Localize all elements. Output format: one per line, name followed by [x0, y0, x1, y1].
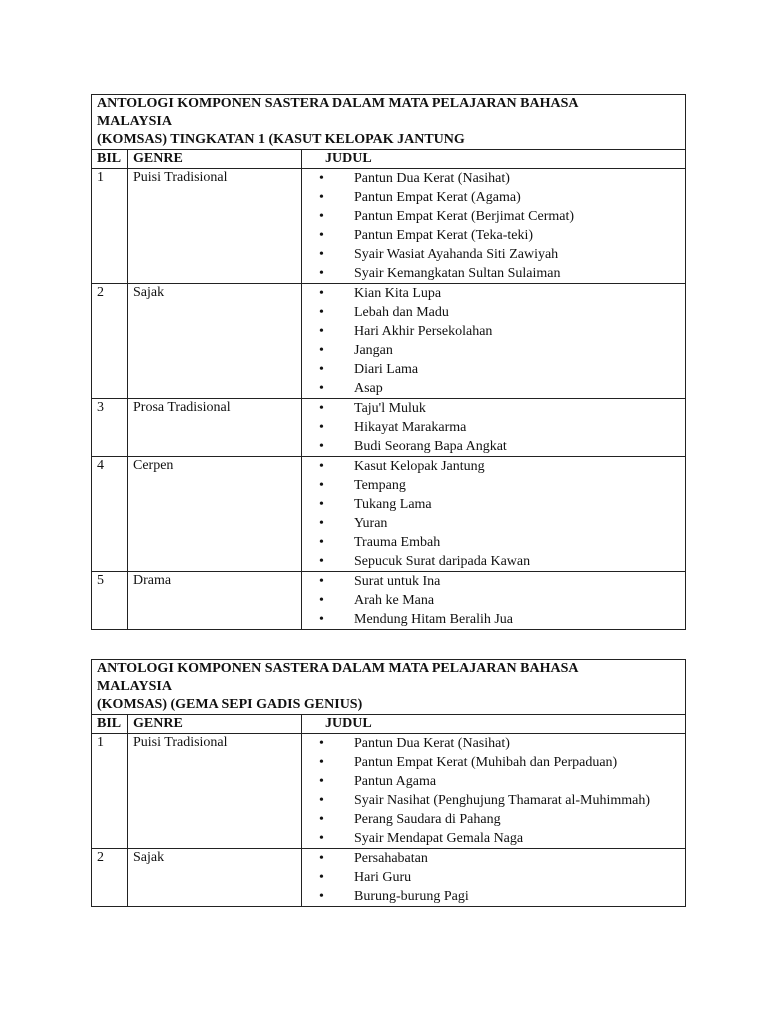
judul-text: Tempang	[354, 478, 406, 493]
judul-item	[307, 379, 680, 398]
bullet-icon: •	[319, 870, 324, 885]
judul-item	[307, 245, 680, 264]
judul-text: Kasut Kelopak Jantung	[354, 459, 485, 474]
judul-cell	[302, 849, 686, 907]
judul-item	[307, 264, 680, 283]
judul-text: Jangan	[354, 343, 393, 358]
judul-item	[307, 868, 680, 887]
judul-item	[307, 552, 680, 571]
genre-cell: Cerpen	[128, 457, 302, 572]
bullet-icon: •	[319, 574, 324, 589]
header-genre: GENRE	[128, 715, 302, 734]
judul-text: Pantun Dua Kerat (Nasihat)	[354, 736, 510, 751]
bullet-icon: •	[319, 736, 324, 751]
judul-list	[307, 849, 680, 906]
judul-item	[307, 322, 680, 341]
judul-item	[307, 829, 680, 848]
bil-cell: 1	[92, 734, 128, 849]
title-line: (KOMSAS) TINGKATAN 1 (KASUT KELOPAK JANTUNG	[97, 132, 465, 147]
komsas-table-tingkatan-1	[91, 94, 686, 630]
bullet-icon: •	[319, 851, 324, 866]
bullet-icon: •	[319, 324, 324, 339]
judul-item	[307, 791, 680, 810]
judul-item	[307, 284, 680, 303]
table-row	[92, 734, 686, 849]
bullet-icon: •	[319, 439, 324, 454]
column-header-row	[92, 715, 686, 734]
judul-text: Pantun Empat Kerat (Muhibah dan Perpaduan)	[354, 755, 618, 770]
judul-text: Pantun Empat Kerat (Berjimat Cermat)	[354, 209, 575, 224]
bullet-icon: •	[319, 478, 324, 493]
bullet-icon: •	[319, 535, 324, 550]
judul-item	[307, 360, 680, 379]
judul-cell	[302, 169, 686, 284]
bullet-icon: •	[319, 171, 324, 186]
table-row	[92, 849, 686, 907]
judul-text: Trauma Embah	[354, 535, 441, 550]
judul-text: Burung-burung Pagi	[354, 889, 469, 904]
judul-text: Syair Wasiat Ayahanda Siti Zawiyah	[354, 247, 559, 262]
bullet-icon: •	[319, 774, 324, 789]
judul-text: Tukang Lama	[354, 497, 432, 512]
judul-cell	[302, 457, 686, 572]
table-row	[92, 572, 686, 630]
bil-cell: 4	[92, 457, 128, 572]
title-line: MALAYSIA	[97, 679, 172, 694]
title-line: ANTOLOGI KOMPONEN SASTERA DALAM MATA PELAJARAN BAHASA	[97, 661, 579, 676]
judul-text: Persahabatan	[354, 851, 428, 866]
bullet-icon: •	[319, 190, 324, 205]
title-line: ANTOLOGI KOMPONEN SASTERA DALAM MATA PELAJARAN BAHASA	[97, 96, 579, 111]
table-title	[92, 660, 686, 715]
judul-item	[307, 207, 680, 226]
judul-text: Pantun Empat Kerat (Teka-teki)	[354, 228, 534, 243]
bullet-icon: •	[319, 381, 324, 396]
judul-cell	[302, 572, 686, 630]
judul-text: Asap	[354, 381, 383, 396]
judul-item	[307, 810, 680, 829]
judul-text: Taju'l Muluk	[354, 401, 426, 416]
bullet-icon: •	[319, 554, 324, 569]
judul-text: Kian Kita Lupa	[354, 286, 442, 301]
judul-item	[307, 226, 680, 245]
bullet-icon: •	[319, 593, 324, 608]
judul-cell	[302, 284, 686, 399]
genre-cell: Sajak	[128, 849, 302, 907]
judul-item	[307, 533, 680, 552]
judul-item	[307, 610, 680, 629]
judul-text: Yuran	[354, 516, 388, 531]
judul-item	[307, 303, 680, 322]
judul-text: Hari Guru	[354, 870, 412, 885]
header-bil: BIL	[92, 715, 128, 734]
bil-cell: 5	[92, 572, 128, 630]
table-title-row	[92, 95, 686, 150]
bil-cell: 2	[92, 849, 128, 907]
judul-item	[307, 887, 680, 906]
judul-item	[307, 772, 680, 791]
judul-text: Hari Akhir Persekolahan	[354, 324, 493, 339]
judul-text: Syair Mendapat Gemala Naga	[354, 831, 524, 846]
bullet-icon: •	[319, 612, 324, 627]
bullet-icon: •	[319, 247, 324, 262]
bullet-icon: •	[319, 401, 324, 416]
table-row	[92, 284, 686, 399]
judul-text: Pantun Empat Kerat (Agama)	[354, 190, 521, 205]
title-line: (KOMSAS) (GEMA SEPI GADIS GENIUS)	[97, 697, 363, 712]
bullet-icon: •	[319, 266, 324, 281]
column-header-row	[92, 150, 686, 169]
bullet-icon: •	[319, 516, 324, 531]
judul-item	[307, 418, 680, 437]
genre-cell: Puisi Tradisional	[128, 169, 302, 284]
judul-list	[307, 572, 680, 629]
header-genre: GENRE	[128, 150, 302, 169]
bil-cell: 3	[92, 399, 128, 457]
judul-text: Mendung Hitam Beralih Jua	[354, 612, 514, 627]
genre-cell: Prosa Tradisional	[128, 399, 302, 457]
komsas-table-gema-sepi-gadis-genius	[91, 659, 686, 907]
judul-item	[307, 591, 680, 610]
bullet-icon: •	[319, 209, 324, 224]
table-row	[92, 457, 686, 572]
header-judul: JUDUL	[302, 150, 686, 169]
table-title	[92, 95, 686, 150]
bullet-icon: •	[319, 889, 324, 904]
judul-text: Pantun Dua Kerat (Nasihat)	[354, 171, 510, 186]
genre-cell: Sajak	[128, 284, 302, 399]
judul-text: Diari Lama	[354, 362, 419, 377]
judul-item	[307, 514, 680, 533]
bullet-icon: •	[319, 755, 324, 770]
judul-text: Surat untuk Ina	[354, 574, 441, 589]
judul-text: Syair Kemangkatan Sultan Sulaiman	[354, 266, 561, 281]
judul-list	[307, 457, 680, 571]
bullet-icon: •	[319, 305, 324, 320]
genre-cell: Drama	[128, 572, 302, 630]
judul-text: Pantun Agama	[354, 774, 437, 789]
judul-list	[307, 169, 680, 283]
bullet-icon: •	[319, 793, 324, 808]
judul-list	[307, 399, 680, 456]
bullet-icon: •	[319, 812, 324, 827]
bullet-icon: •	[319, 228, 324, 243]
bullet-icon: •	[319, 362, 324, 377]
bullet-icon: •	[319, 459, 324, 474]
genre-cell: Puisi Tradisional	[128, 734, 302, 849]
bullet-icon: •	[319, 286, 324, 301]
table-title-row	[92, 660, 686, 715]
judul-text: Sepucuk Surat daripada Kawan	[354, 554, 531, 569]
judul-item	[307, 341, 680, 360]
judul-item	[307, 188, 680, 207]
bullet-icon: •	[319, 343, 324, 358]
judul-item	[307, 169, 680, 188]
judul-item	[307, 399, 680, 418]
bullet-icon: •	[319, 497, 324, 512]
judul-item	[307, 572, 680, 591]
judul-item	[307, 457, 680, 476]
judul-text: Perang Saudara di Pahang	[354, 812, 501, 827]
bullet-icon: •	[319, 420, 324, 435]
judul-item	[307, 753, 680, 772]
bullet-icon: •	[319, 831, 324, 846]
judul-cell	[302, 399, 686, 457]
title-line: MALAYSIA	[97, 114, 172, 129]
bil-cell: 2	[92, 284, 128, 399]
table-row	[92, 169, 686, 284]
judul-list	[307, 284, 680, 398]
judul-text: Arah ke Mana	[354, 593, 435, 608]
judul-item	[307, 734, 680, 753]
header-bil: BIL	[92, 150, 128, 169]
judul-text: Lebah dan Madu	[354, 305, 449, 320]
judul-text: Budi Seorang Bapa Angkat	[354, 439, 507, 454]
judul-item	[307, 476, 680, 495]
judul-item	[307, 849, 680, 868]
judul-item	[307, 495, 680, 514]
judul-text: Syair Nasihat (Penghujung Thamarat al-Muhimmah)	[354, 793, 651, 808]
bil-cell: 1	[92, 169, 128, 284]
table-row	[92, 399, 686, 457]
judul-cell	[302, 734, 686, 849]
judul-text: Hikayat Marakarma	[354, 420, 467, 435]
header-judul: JUDUL	[302, 715, 686, 734]
judul-item	[307, 437, 680, 456]
judul-list	[307, 734, 680, 848]
